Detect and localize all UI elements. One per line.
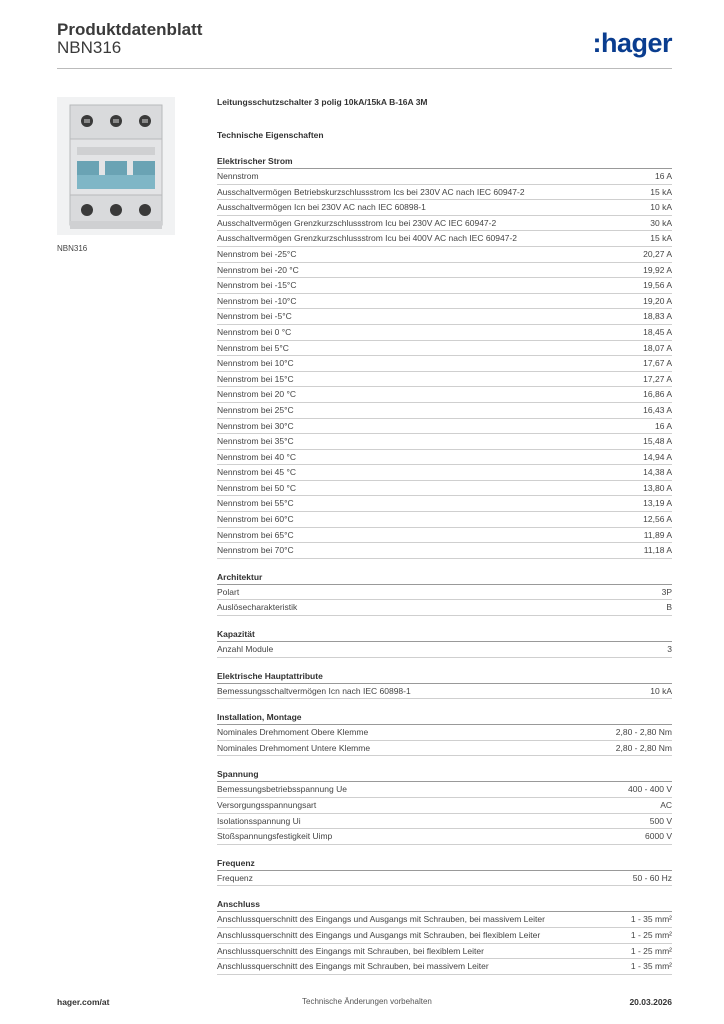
spec-value: 2,80 - 2,80 Nm [615, 742, 672, 753]
spec-row [217, 496, 672, 512]
spec-value: 11,18 A [643, 545, 672, 556]
spec-value: 400 - 400 V [628, 784, 672, 795]
spec-value: AC [660, 800, 672, 810]
spec-row [217, 928, 672, 944]
spec-row [217, 465, 672, 481]
spec-label: Anschlussquerschnitt des Eingangs mit Schrauben, bei massivem Leiter [217, 961, 489, 972]
spec-value: B [666, 602, 672, 613]
spec-label: Anschlussquerschnitt des Eingangs mit Schrauben, bei flexiblem Leiter [217, 945, 484, 956]
spec-value: 15,48 A [643, 436, 672, 447]
spec-row [217, 725, 672, 741]
spec-value: 1 - 25 mm² [630, 945, 672, 956]
spec-row [217, 944, 672, 960]
spec-row [217, 231, 672, 247]
section-heading: Frequenz [217, 857, 672, 871]
spec-label: Stoßspannungsfestigkeit Uimp [217, 831, 333, 842]
spec-label: Nennstrom bei 5°C [217, 342, 289, 353]
spec-label: Anschlussquerschnitt des Eingangs und Ausgangs mit Schrauben, bei massivem Leiter [217, 914, 545, 925]
spec-value: 19,56 A [643, 280, 672, 291]
spec-row [217, 543, 672, 559]
spec-row [217, 782, 672, 798]
product-code: NBN316 [57, 38, 122, 57]
spec-section [217, 898, 672, 974]
section-heading: Elektrischer Strom [217, 155, 672, 169]
spec-value: 12,56 A [643, 514, 672, 525]
spec-section [217, 670, 672, 700]
spec-row [217, 356, 672, 372]
spec-label: Nennstrom bei 10°C [217, 358, 294, 369]
spec-label: Nennstrom [217, 171, 259, 181]
tech-properties-heading: Technische Eigenschaften [217, 130, 324, 140]
spec-value: 14,38 A [643, 467, 672, 478]
section-heading: Elektrische Hauptattribute [217, 670, 672, 684]
spec-value: 1 - 25 mm² [630, 929, 672, 940]
section-heading: Spannung [217, 768, 672, 782]
spec-sections [217, 155, 672, 975]
spec-row [217, 959, 672, 975]
spec-row [217, 912, 672, 928]
section-heading: Kapazität [217, 628, 672, 642]
spec-value: 15 kA [650, 186, 672, 197]
spec-row [217, 528, 672, 544]
spec-value: 1 - 35 mm² [630, 914, 672, 925]
spec-label: Nennstrom bei -20 °C [217, 264, 299, 275]
spec-row [217, 600, 672, 616]
spec-label: Nennstrom bei 0 °C [217, 326, 292, 337]
spec-label: Nennstrom bei 65°C [217, 529, 294, 540]
spec-row [217, 372, 672, 388]
footer-date: 20.03.2026 [629, 997, 672, 1007]
spec-section [217, 571, 672, 616]
product-image [57, 97, 175, 235]
spec-label: Nennstrom bei -25°C [217, 248, 297, 259]
spec-label: Ausschaltvermögen Icn bei 230V AC nach IEC 60898-1 [217, 202, 426, 213]
spec-label: Nominales Drehmoment Obere Klemme [217, 727, 369, 738]
spec-label: Nennstrom bei 40 °C [217, 451, 296, 462]
spec-label: Nennstrom bei 70°C [217, 545, 294, 556]
spec-value: 16,86 A [643, 389, 672, 400]
section-heading: Architektur [217, 571, 672, 585]
spec-value: 18,07 A [643, 342, 672, 353]
spec-value: 16 A [654, 420, 672, 431]
spec-section [217, 857, 672, 887]
spec-value: 30 kA [650, 217, 672, 228]
spec-row [217, 814, 672, 830]
hager-logo: :hager [592, 28, 672, 58]
spec-row [217, 829, 672, 845]
spec-row [217, 741, 672, 757]
spec-label: Frequenz [217, 872, 253, 883]
spec-value: 16 A [654, 171, 672, 181]
spec-row [217, 871, 672, 887]
spec-value: 15 kA [650, 233, 672, 244]
spec-label: Polart [217, 586, 240, 597]
spec-label: Nennstrom bei 50 °C [217, 482, 296, 493]
footer-disclaimer: Technische Änderungen vorbehalten [302, 997, 432, 1006]
spec-value: 19,92 A [643, 264, 672, 275]
spec-row [217, 403, 672, 419]
section-heading: Installation, Montage [217, 711, 672, 725]
spec-row [217, 419, 672, 435]
spec-value: 17,67 A [643, 358, 672, 369]
spec-row [217, 247, 672, 263]
header-divider [57, 68, 672, 69]
spec-value: 13,19 A [643, 498, 672, 509]
spec-value: 50 - 60 Hz [632, 872, 672, 883]
spec-value: 10 kA [650, 202, 672, 213]
spec-section [217, 768, 672, 844]
spec-row [217, 263, 672, 279]
product-title: Leitungsschutzschalter 3 polig 10kA/15kA B-16A 3M [217, 97, 428, 107]
spec-value: 3 [667, 644, 672, 655]
spec-row [217, 294, 672, 310]
spec-value: 18,45 A [643, 326, 672, 337]
spec-row [217, 512, 672, 528]
spec-row [217, 450, 672, 466]
spec-row [217, 278, 672, 294]
spec-label: Nennstrom bei 55°C [217, 498, 294, 509]
spec-section [217, 711, 672, 756]
spec-value: 1 - 35 mm² [630, 961, 672, 972]
page-title: Produktdatenblatt [57, 20, 203, 39]
product-image-caption: NBN316 [57, 244, 88, 253]
footer-website: hager.com/at [57, 997, 110, 1007]
spec-value: 20,27 A [643, 248, 672, 259]
spec-label: Nennstrom bei -15°C [217, 280, 297, 291]
spec-row [217, 585, 672, 601]
spec-label: Versorgungsspannungsart [217, 800, 317, 810]
spec-label: Isolationsspannung Ui [217, 815, 301, 826]
spec-row [217, 325, 672, 341]
spec-value: 18,83 A [643, 311, 672, 322]
spec-label: Ausschaltvermögen Betriebskurzschlussstrom Ics bei 230V AC nach IEC 60947-2 [217, 186, 525, 197]
spec-row [217, 185, 672, 201]
section-heading: Anschluss [217, 898, 672, 912]
spec-label: Ausschaltvermögen Grenzkurzschlussstrom Icu bei 400V AC nach IEC 60947-2 [217, 233, 518, 244]
spec-label: Bemessungsbetriebsspannung Ue [217, 784, 347, 795]
spec-value: 17,27 A [643, 373, 672, 384]
spec-row [217, 642, 672, 658]
spec-label: Nennstrom bei 45 °C [217, 467, 296, 478]
spec-label: Nennstrom bei 20 °C [217, 389, 296, 400]
spec-label: Auslösecharakteristik [217, 602, 298, 613]
spec-label: Anzahl Module [217, 644, 274, 655]
spec-value: 10 kA [650, 685, 672, 696]
spec-row [217, 216, 672, 232]
spec-label: Nennstrom bei 25°C [217, 404, 294, 415]
spec-label: Anschlussquerschnitt des Eingangs und Ausgangs mit Schrauben, bei flexiblem Leiter [217, 929, 541, 940]
spec-value: 16,43 A [643, 404, 672, 415]
spec-label: Nennstrom bei 30°C [217, 420, 294, 431]
spec-label: Nennstrom bei -10°C [217, 295, 297, 306]
spec-row [217, 341, 672, 357]
spec-value: 6000 V [645, 831, 672, 842]
spec-content [217, 97, 672, 975]
spec-label: Nennstrom bei 15°C [217, 373, 294, 384]
spec-row [217, 798, 672, 814]
spec-row [217, 434, 672, 450]
spec-row [217, 169, 672, 185]
spec-label: Nennstrom bei 60°C [217, 514, 294, 525]
spec-value: 14,94 A [643, 451, 672, 462]
circuit-breaker-image [57, 97, 175, 235]
spec-label: Nominales Drehmoment Untere Klemme [217, 742, 371, 753]
spec-row [217, 387, 672, 403]
spec-value: 3P [661, 586, 672, 597]
spec-row [217, 684, 672, 700]
spec-label: Nennstrom bei 35°C [217, 436, 294, 447]
spec-value: 2,80 - 2,80 Nm [615, 727, 672, 738]
spec-label: Ausschaltvermögen Grenzkurzschlussstrom Icu bei 230V AC IEC 60947-2 [217, 217, 497, 228]
spec-value: 11,89 A [643, 529, 672, 540]
spec-section [217, 628, 672, 658]
spec-value: 500 V [649, 815, 672, 826]
spec-label: Bemessungsschaltvermögen Icn nach IEC 60898-1 [217, 685, 411, 696]
spec-section [217, 155, 672, 559]
spec-label: Nennstrom bei -5°C [217, 311, 292, 322]
spec-value: 13,80 A [643, 482, 672, 493]
spec-value: 19,20 A [643, 295, 672, 306]
spec-row [217, 481, 672, 497]
spec-row [217, 200, 672, 216]
spec-row [217, 309, 672, 325]
